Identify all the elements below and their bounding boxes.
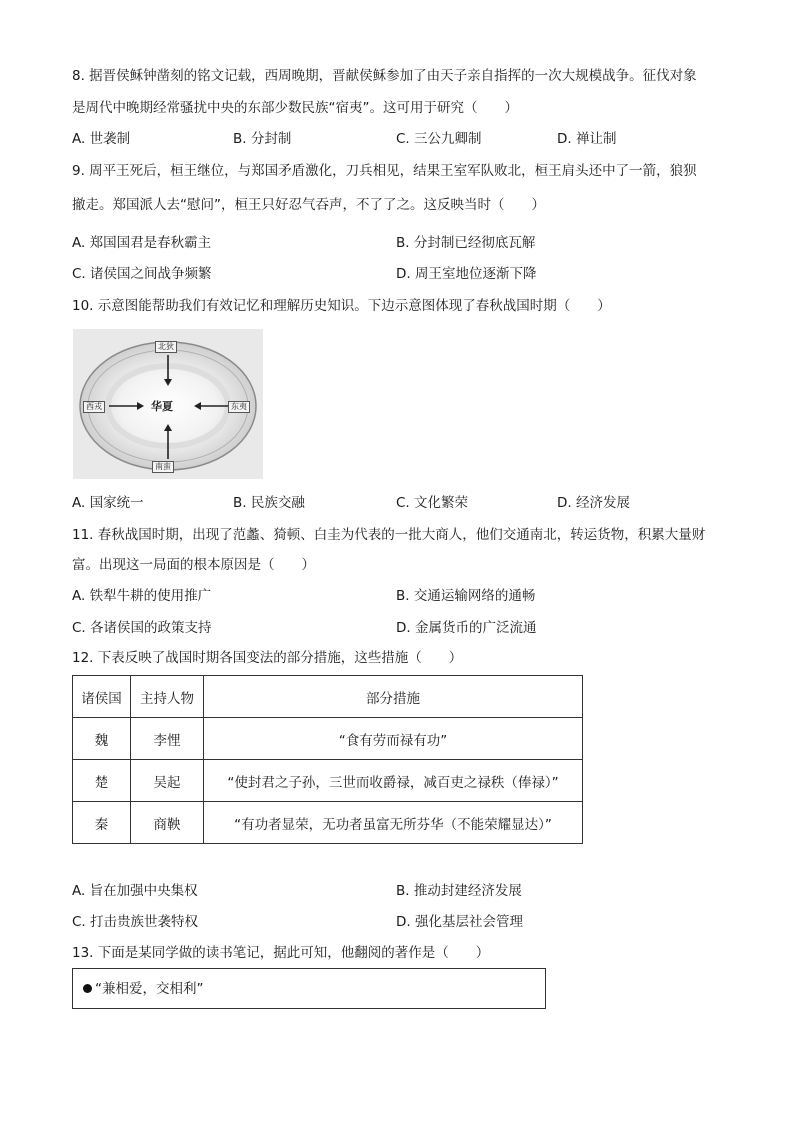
q10-option-b[interactable]: B. 民族交融 xyxy=(233,495,305,511)
table-cell-measure: “使封君之子孙，三世而收爵禄，减百吏之禄秩（俸禄）” xyxy=(204,760,583,802)
q11-option-a[interactable]: A. 铁犁牛耕的使用推广 xyxy=(72,588,212,604)
table-row xyxy=(73,718,583,760)
q10-option-c[interactable]: C. 文化繁荣 xyxy=(396,495,469,511)
diagram-label-east: 东夷 xyxy=(228,401,250,413)
table-header-cell: 主持人物 xyxy=(131,676,204,718)
table-header-cell: 诸侯国 xyxy=(73,676,131,718)
table-header-cell: 部分措施 xyxy=(204,676,583,718)
table-cell-measure: “食有劳而禄有功” xyxy=(204,718,583,760)
table-cell-state: 楚 xyxy=(73,760,131,802)
q9-option-a[interactable]: A. 郑国国君是春秋霸主 xyxy=(72,235,212,251)
q9-stem-line2: 撤走。郑国派人去“慰问”，桓王只好忍气吞声，不了了之。这反映当时（ ） xyxy=(72,197,545,213)
q9-option-d[interactable]: D. 周王室地位逐渐下降 xyxy=(396,266,537,282)
table-cell-person: 吴起 xyxy=(131,760,204,802)
q12-option-c[interactable]: C. 打击贵族世袭特权 xyxy=(72,914,199,930)
q12-option-a[interactable]: A. 旨在加强中央集权 xyxy=(72,883,198,899)
q8-option-a[interactable]: A. 世袭制 xyxy=(72,131,131,147)
q9-option-c[interactable]: C. 诸侯国之间战争频繁 xyxy=(72,266,212,282)
q11-stem-line2: 富。出现这一局面的根本原因是（ ） xyxy=(72,557,315,573)
bullet-dot-icon xyxy=(83,984,92,993)
table-row xyxy=(73,760,583,802)
q12-stem: 12. 下表反映了战国时期各国变法的部分措施，这些措施（ ） xyxy=(72,650,463,666)
q10-option-a[interactable]: A. 国家统一 xyxy=(72,495,144,511)
q11-option-c[interactable]: C. 各诸侯国的政策支持 xyxy=(72,620,212,636)
q12-option-b[interactable]: B. 推动封建经济发展 xyxy=(396,883,522,899)
q8-stem-line2: 是周代中晚期经常骚扰中央的东部少数民族“宿夷”。这可用于研究（ ） xyxy=(72,100,518,116)
q11-option-b[interactable]: B. 交通运输网络的通畅 xyxy=(396,588,536,604)
q8-stem-line1: 8. 据晋侯稣钟凿刻的铭文记载，西周晚期，晋献侯稣参加了由天子亲自指挥的一次大规模战争。征伐对象 xyxy=(72,68,697,84)
diagram-label-south: 南蛮 xyxy=(152,461,174,473)
reading-note-text: “兼相爱，交相利” xyxy=(95,981,204,997)
table-cell-person: 商鞅 xyxy=(131,802,204,844)
q9-stem-line1: 9. 周平王死后，桓王继位，与郑国矛盾激化，刀兵相见，结果王室军队败北，桓王肩头还中了一箭，狼狈 xyxy=(72,163,697,179)
q8-option-d[interactable]: D. 禅让制 xyxy=(557,131,617,147)
diagram-label-west: 西戎 xyxy=(83,401,105,413)
q11-stem-line1: 11. 春秋战国时期，出现了范蠡、猗顿、白圭为代表的一批大商人，他们交通南北，转运货物，积累大量财 xyxy=(72,527,706,543)
q11-option-d[interactable]: D. 金属货币的广泛流通 xyxy=(396,620,537,636)
q10-stem: 10. 示意图能帮助我们有效记忆和理解历史知识。下边示意图体现了春秋战国时期（ ） xyxy=(72,298,611,314)
table-cell-state: 秦 xyxy=(73,802,131,844)
reading-note-box xyxy=(72,968,546,1009)
q9-option-b[interactable]: B. 分封制已经彻底瓦解 xyxy=(396,235,536,251)
diagram-label-north: 北狄 xyxy=(155,341,177,353)
q12-option-d[interactable]: D. 强化基层社会管理 xyxy=(396,914,523,930)
table-row xyxy=(73,802,583,844)
q8-option-c[interactable]: C. 三公九卿制 xyxy=(396,131,482,147)
diagram-label-center: 华夏 xyxy=(151,400,173,413)
table-cell-state: 魏 xyxy=(73,718,131,760)
q8-option-b[interactable]: B. 分封制 xyxy=(233,131,292,147)
table-cell-person: 李悝 xyxy=(131,718,204,760)
q13-stem: 13. 下面是某同学做的读书笔记，据此可知，他翻阅的著作是（ ） xyxy=(72,945,490,961)
table-cell-measure: “有功者显荣，无功者虽富无所芬华（不能荣耀显达）” xyxy=(204,802,583,844)
reform-table xyxy=(72,675,583,844)
ethnic-fusion-diagram xyxy=(73,329,263,479)
q10-option-d[interactable]: D. 经济发展 xyxy=(557,495,630,511)
table-header-row xyxy=(73,676,583,718)
